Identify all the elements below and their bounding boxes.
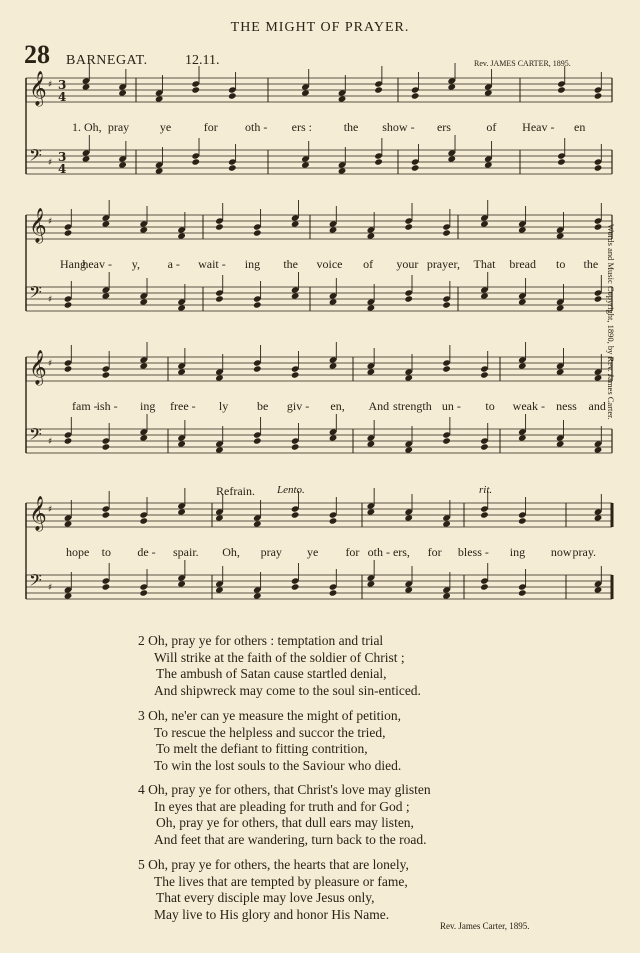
verse-line: And shipwreck may come to the soul sin-enticed. xyxy=(154,682,421,698)
note-head xyxy=(338,95,347,102)
lyric-word: show - xyxy=(382,120,415,134)
verse-line: That every disciple may love Jesus only, xyxy=(156,890,375,905)
note-head xyxy=(367,508,376,515)
note-head xyxy=(215,295,224,302)
verse-number: 4 xyxy=(138,782,145,797)
note-head xyxy=(442,520,451,527)
verse-number: 3 xyxy=(138,708,145,723)
note-head xyxy=(215,223,224,230)
note-head xyxy=(338,167,347,174)
lyric-word: de - xyxy=(137,545,156,559)
note-head xyxy=(518,226,527,233)
time-signature-top: 3 xyxy=(58,150,67,164)
note-head xyxy=(215,586,224,593)
note-head xyxy=(139,362,148,369)
verse-line: To melt the defiant to fitting contrition, xyxy=(156,741,368,756)
note-head xyxy=(64,301,73,308)
time-signature-bottom: 4 xyxy=(58,90,67,104)
note-head xyxy=(291,511,300,518)
verse-line: Oh, pray ye for others, that dull ears may listen, xyxy=(156,815,414,830)
treble-clef-icon: 𝄞 xyxy=(29,496,47,531)
lyric-word: of xyxy=(363,257,374,271)
meter: 12.11. xyxy=(185,53,220,68)
note-head xyxy=(139,434,148,441)
tempo-rit: rit. xyxy=(479,484,493,496)
verse-2 xyxy=(138,633,421,699)
note-head xyxy=(155,167,164,174)
note-head xyxy=(480,371,489,378)
verse-line: May live to His glory and honor His Name. xyxy=(154,906,390,922)
note-head xyxy=(253,365,262,372)
note-head xyxy=(291,583,300,590)
note-head xyxy=(374,158,383,165)
note-head xyxy=(228,164,237,171)
verse-line: Oh, pray ye for others, the hearts that are lonely, xyxy=(148,857,409,872)
note-head xyxy=(557,158,566,165)
note-head xyxy=(594,92,603,99)
note-head xyxy=(374,86,383,93)
treble-clef-icon: 𝄞 xyxy=(29,350,47,385)
verse-3 xyxy=(138,708,401,774)
note-head xyxy=(102,443,111,450)
verse-line: To win the lost souls to the Saviour who died. xyxy=(154,757,402,773)
tune-name: BARNEGAT. xyxy=(66,53,148,68)
lyric-word: 1. Oh, xyxy=(72,120,102,134)
composer-credit: Rev. JAMES CARTER, 1895. xyxy=(474,59,571,68)
note-head xyxy=(177,440,186,447)
note-head xyxy=(411,164,420,171)
lyric-word: That xyxy=(473,257,496,271)
verse-4 xyxy=(138,782,431,848)
lyric-word: for xyxy=(427,545,442,559)
lyric-word: to xyxy=(485,399,495,413)
verse-5 xyxy=(138,857,409,923)
lyric-word: the xyxy=(343,120,359,134)
note-head xyxy=(442,301,451,308)
note-head xyxy=(484,89,493,96)
note-head xyxy=(518,298,527,305)
verse-line: The ambush of Satan cause startled denial, xyxy=(156,666,387,681)
lyric-word: un - xyxy=(441,399,461,413)
note-head xyxy=(253,520,262,527)
note-head xyxy=(594,446,603,453)
lyric-word: hope xyxy=(66,545,90,559)
lyric-word: your xyxy=(396,257,419,271)
lyric-word: Hang xyxy=(60,257,86,271)
note-head xyxy=(556,440,565,447)
note-head xyxy=(480,220,489,227)
note-head xyxy=(253,301,262,308)
note-head xyxy=(404,374,413,381)
note-head xyxy=(139,517,148,524)
verse-line: Oh, pray ye for others, that Christ's love may glisten xyxy=(148,782,431,797)
lyric-word: for xyxy=(203,120,218,134)
note-head xyxy=(191,86,200,93)
lyric-word: to xyxy=(101,545,112,559)
lyric-word: oth - xyxy=(245,120,268,134)
note-head xyxy=(594,164,603,171)
treble-clef-icon: 𝄞 xyxy=(29,71,47,106)
lyric-line-2 xyxy=(0,257,640,273)
note-head xyxy=(329,298,338,305)
lyric-word: ye xyxy=(159,120,172,134)
note-head xyxy=(480,511,489,518)
sharp-icon: ♯ xyxy=(48,505,53,515)
note-head xyxy=(177,304,186,311)
note-head xyxy=(253,437,262,444)
note-head xyxy=(64,229,73,236)
note-head xyxy=(191,158,200,165)
verse-line: Will strike at the faith of the soldier of Christ ; xyxy=(154,649,405,665)
note-head xyxy=(301,89,310,96)
note-head xyxy=(118,89,127,96)
note-head xyxy=(64,592,73,599)
note-head xyxy=(367,232,376,239)
lyric-word: oth - ers, xyxy=(367,545,410,559)
note-head xyxy=(64,365,73,372)
hymn-number: 28 xyxy=(24,40,50,69)
note-head xyxy=(215,514,224,521)
note-head xyxy=(329,589,338,596)
refrain-label: Refrain. xyxy=(216,484,255,498)
note-head xyxy=(411,92,420,99)
note-head xyxy=(556,304,565,311)
note-head xyxy=(367,304,376,311)
lyric-word: y, xyxy=(131,257,140,271)
note-head xyxy=(177,232,186,239)
note-head xyxy=(518,362,527,369)
sharp-icon: ♯ xyxy=(48,437,53,447)
lyric-word: now xyxy=(550,545,572,559)
lyric-word: en xyxy=(574,120,586,134)
note-head xyxy=(556,232,565,239)
lyric-word: en, xyxy=(330,399,345,413)
bass-clef-icon: 𝄢 xyxy=(29,424,42,448)
lyric-word: the xyxy=(583,257,599,271)
lyric-word: Heav - xyxy=(522,120,555,134)
lyric-word: ness xyxy=(556,399,577,413)
lyric-word: strength xyxy=(393,399,432,413)
note-head xyxy=(291,371,300,378)
lyric-word: bless - xyxy=(457,545,489,559)
sharp-icon: ♯ xyxy=(48,80,53,90)
note-head xyxy=(253,592,262,599)
sharp-icon: ♯ xyxy=(48,158,53,168)
lyric-word: ing xyxy=(509,545,526,559)
lyric-word: ing xyxy=(244,257,261,271)
note-head xyxy=(557,86,566,93)
note-head xyxy=(82,155,91,162)
bass-clef-icon: 𝄢 xyxy=(29,282,42,306)
lyric-word: ers xyxy=(436,120,451,134)
note-head xyxy=(404,295,413,302)
note-head xyxy=(367,368,376,375)
note-head xyxy=(291,292,300,299)
note-head xyxy=(139,298,148,305)
note-head xyxy=(480,443,489,450)
bass-clef-icon: 𝄢 xyxy=(29,570,42,594)
lyric-word: Oh, xyxy=(222,545,240,559)
note-head xyxy=(118,161,127,168)
lyric-word: ers : xyxy=(291,120,312,134)
lyric-word: ly xyxy=(218,399,229,413)
verse-number: 2 xyxy=(138,633,145,648)
note-head xyxy=(177,368,186,375)
note-head xyxy=(556,368,565,375)
note-head xyxy=(447,83,456,90)
note-head xyxy=(329,434,338,441)
lyric-word: spair. xyxy=(173,545,199,559)
note-head xyxy=(367,440,376,447)
lyric-word: pray xyxy=(107,120,130,134)
note-head xyxy=(404,223,413,230)
note-head xyxy=(102,371,111,378)
tempo-lento: Lento. xyxy=(277,484,305,496)
note-head xyxy=(404,446,413,453)
note-head xyxy=(518,434,527,441)
note-head xyxy=(155,95,164,102)
note-head xyxy=(484,161,493,168)
note-head xyxy=(102,220,111,227)
note-head xyxy=(442,229,451,236)
lyric-word: pray xyxy=(260,545,282,559)
note-head xyxy=(404,514,413,521)
note-head xyxy=(367,580,376,587)
lyric-word: the xyxy=(283,257,298,271)
note-head xyxy=(594,223,603,230)
lyric-word: to xyxy=(556,257,566,271)
sharp-icon: ♯ xyxy=(48,295,53,305)
verse-line: Oh, pray ye for others : temptation and trial xyxy=(148,633,384,648)
lyric-word: fam - xyxy=(72,399,98,413)
note-head xyxy=(442,365,451,372)
lyric-line-3 xyxy=(0,399,640,415)
sharp-icon: ♯ xyxy=(48,583,53,593)
note-head xyxy=(594,374,603,381)
footer-credit: Rev. James Carter, 1895. xyxy=(440,921,530,931)
note-head xyxy=(442,592,451,599)
note-head xyxy=(215,374,224,381)
verse-line: And feet that are wandering, turn back to the road. xyxy=(154,831,427,847)
note-head xyxy=(253,229,262,236)
lyric-line-1 xyxy=(0,120,640,136)
note-head xyxy=(329,226,338,233)
lyric-word: And xyxy=(368,399,390,413)
lyric-word: voice xyxy=(316,257,343,271)
lyric-word: pray. xyxy=(572,545,597,559)
note-head xyxy=(447,155,456,162)
lyric-word: giv - xyxy=(286,399,310,413)
note-head xyxy=(228,92,237,99)
note-head xyxy=(64,520,73,527)
time-signature-bottom: 4 xyxy=(58,162,67,176)
note-head xyxy=(291,443,300,450)
time-signature-top: 3 xyxy=(58,78,67,92)
lyric-word: ing xyxy=(140,399,156,413)
note-head xyxy=(404,586,413,593)
lyric-word: bread xyxy=(509,257,536,271)
lyric-word: free - xyxy=(170,399,196,413)
note-head xyxy=(177,580,186,587)
treble-clef-icon: 𝄞 xyxy=(29,208,47,243)
note-head xyxy=(594,514,603,521)
copyright-note: Words and Music Copyright, 1890, by Rev. James Carter. xyxy=(606,224,616,420)
note-head xyxy=(442,437,451,444)
note-head xyxy=(215,446,224,453)
lyric-word: weak - xyxy=(512,399,545,413)
lyric-word: wait - xyxy=(198,257,226,271)
lyric-word: ish - xyxy=(96,399,118,413)
note-head xyxy=(102,583,111,590)
note-head xyxy=(64,437,73,444)
note-head xyxy=(480,292,489,299)
note-head xyxy=(82,83,91,90)
note-head xyxy=(594,295,603,302)
sharp-icon: ♯ xyxy=(48,359,53,369)
note-head xyxy=(329,517,338,524)
note-head xyxy=(329,362,338,369)
note-head xyxy=(102,511,111,518)
note-head xyxy=(518,589,527,596)
verse-line: The lives that are tempted by pleasure or fame, xyxy=(154,873,408,889)
lyric-word: of xyxy=(486,120,497,134)
lyric-line-4 xyxy=(0,545,640,561)
lyric-word: prayer, xyxy=(426,257,460,271)
lyric-word: a - xyxy=(167,257,180,271)
note-head xyxy=(301,161,310,168)
hymn-title: THE MIGHT OF PRAYER. xyxy=(230,20,410,35)
note-head xyxy=(291,220,300,227)
verse-line: In eyes that are pleading for truth and for God ; xyxy=(154,798,410,814)
bass-clef-icon: 𝄢 xyxy=(29,145,42,169)
note-head xyxy=(139,589,148,596)
lyric-word: and xyxy=(588,399,606,413)
note-head xyxy=(518,517,527,524)
note-head xyxy=(177,508,186,515)
lyric-word: be xyxy=(256,399,269,413)
lyric-word: heav - xyxy=(82,257,113,271)
note-head xyxy=(480,583,489,590)
verse-line: To rescue the helpless and succor the tried, xyxy=(154,724,386,740)
lyric-word: for xyxy=(345,545,360,559)
lyric-word: ye xyxy=(307,545,319,559)
note-head xyxy=(102,292,111,299)
sharp-icon: ♯ xyxy=(48,217,53,227)
verse-line: Oh, ne'er can ye measure the might of petition, xyxy=(148,708,401,723)
note-head xyxy=(594,586,603,593)
verse-number: 5 xyxy=(138,857,145,872)
note-head xyxy=(139,226,148,233)
